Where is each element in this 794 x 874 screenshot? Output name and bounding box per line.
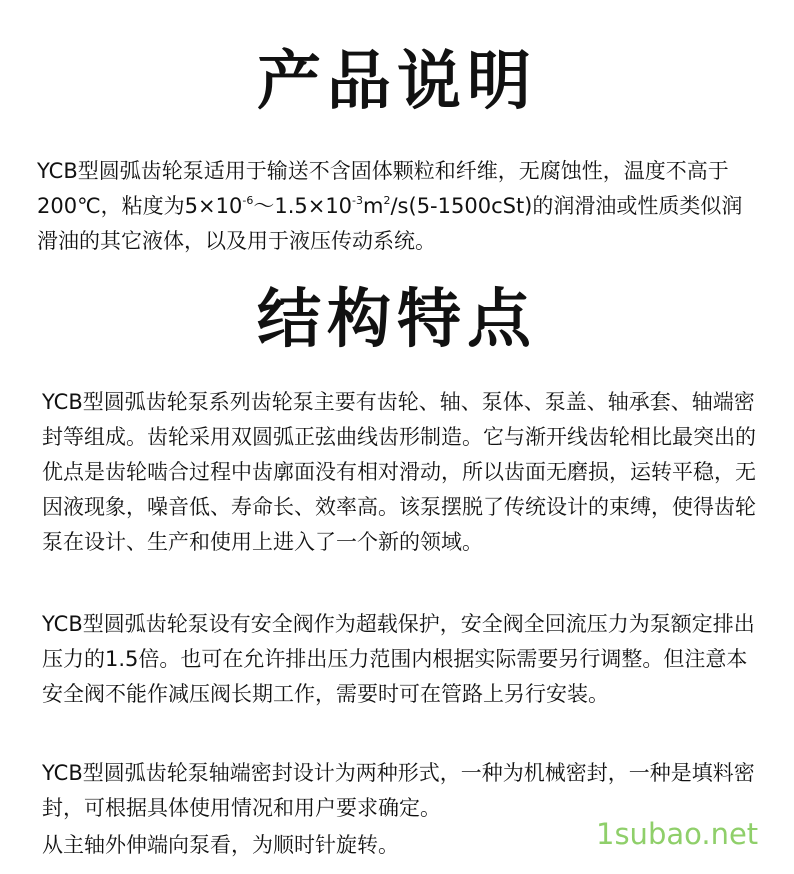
heading-product-description: 产品说明 — [257, 45, 537, 119]
product-description-paragraph — [37, 154, 759, 259]
intro-exponent-2: -3 — [352, 194, 364, 207]
structure-paragraph-components: YCB型圆弧齿轮泵系列齿轮泵主要有齿轮、轴、泵体、泵盖、轴承套、轴端密封等组成。齿轮采用双圆弧正弦曲线齿形制造。它与渐开线齿轮相比最突出的优点是齿轮啮合过程中齿廓面没有相对滑动，所以齿面无磨损，运转平稳，无因液现象，噪音低、寿命长、效率高。该泵摆脱了传统设计的束缚，使得齿轮泵在设计、生产和使用上进入了一个新的领域。 — [42, 390, 756, 554]
structure-paragraph-rotation: 从主轴外伸端向泵看，为顺时针旋转。 — [42, 833, 399, 857]
structure-paragraph-safety-valve: YCB型圆弧齿轮泵设有安全阀作为超载保护，安全阀全回流压力为泵额定排出压力的1.5倍。也可在允许排出压力范围内根据实际需要另行调整。但注意本安全阀不能作减压阀长期工作，需要时可在管路上另行安装。 — [42, 612, 755, 706]
intro-text-a: YCB型圆弧齿轮泵适用于输送不含固体颗粒和纤维，无腐蚀性，温度不高于200℃，粘度为5×10 — [37, 159, 729, 218]
intro-text-d: /s(5-1500cSt)的润滑油或性质类似润滑油的其它液体，以及用于液压传动系统。 — [37, 194, 743, 253]
structure-paragraph-shaft-seal: YCB型圆弧齿轮泵轴端密封设计为两种形式，一种为机械密封，一种是填料密封，可根据具体使用情况和用户要求确定。 — [42, 761, 755, 820]
intro-exponent-1: -6 — [242, 194, 254, 207]
intro-exponent-3: 2 — [383, 194, 391, 207]
site-watermark: 1subao.net — [596, 817, 759, 851]
intro-text-b: ～1.5×10 — [253, 194, 353, 218]
intro-text-c: m — [363, 194, 384, 218]
heading-structure-features: 结构特点 — [257, 283, 537, 357]
